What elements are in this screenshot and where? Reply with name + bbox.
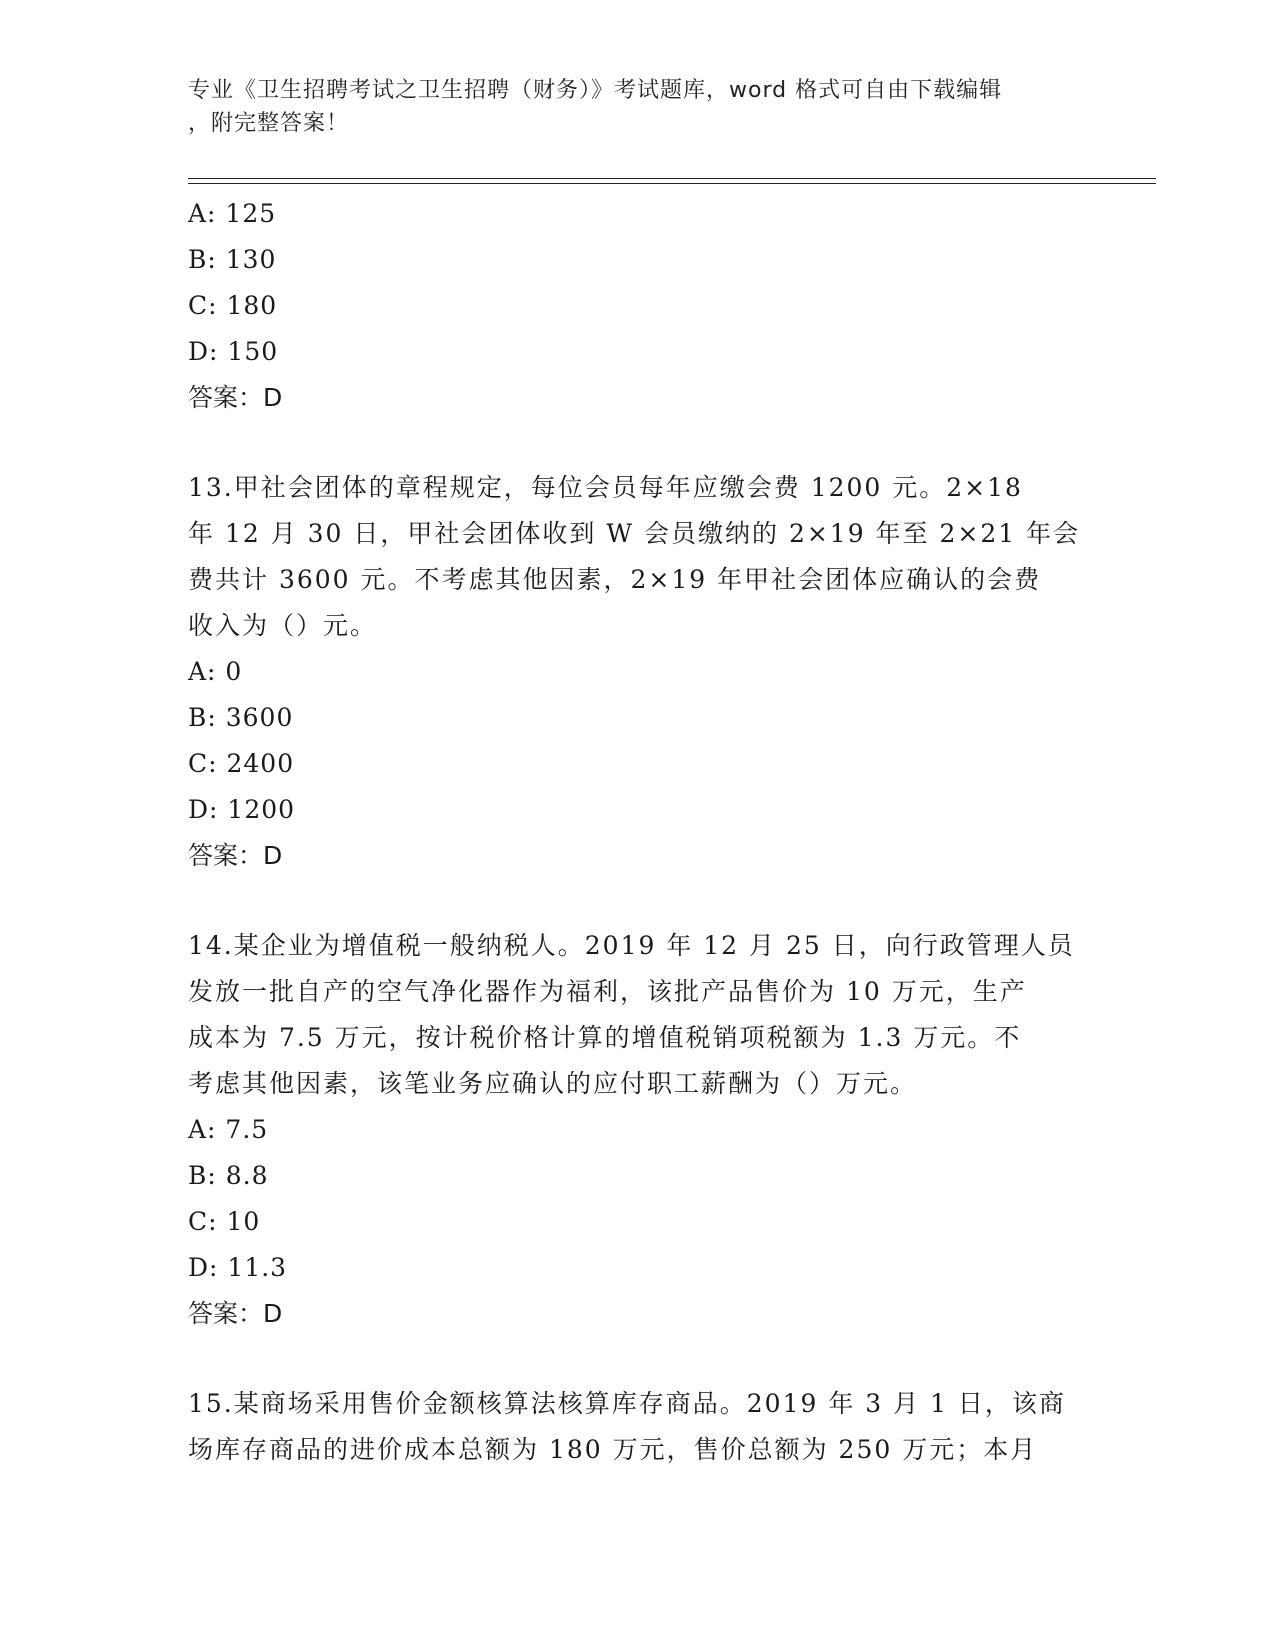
document-header — [188, 74, 1068, 140]
option-d: D: 1200 — [188, 795, 296, 824]
question-line: 15.某商场采用售价金额核算法核算库存商品。2019 年 3 月 1 日，该商 — [188, 1389, 1066, 1418]
question-line: 13.甲社会团体的章程规定，每位会员每年应缴会费 1200 元。2×18 — [188, 473, 1023, 502]
question-line: 场库存商品的进价成本总额为 180 万元，售价总额为 250 万元；本月 — [188, 1435, 1038, 1464]
option-d: D: 150 — [188, 337, 279, 366]
option-c: C: 180 — [188, 291, 278, 320]
question-line: 14.某企业为增值税一般纳税人。2019 年 12 月 25 日，向行政管理人员 — [188, 931, 1075, 960]
answer-line: 答案：D — [188, 841, 283, 870]
question-text — [188, 465, 1088, 649]
question-text — [188, 1381, 1088, 1473]
option-b: B: 8.8 — [188, 1161, 269, 1190]
header-line-2: ，附完整答案！ — [188, 111, 350, 136]
answer-line: 答案：D — [188, 1299, 283, 1328]
header-divider-top — [188, 178, 1156, 179]
question-13-block — [188, 465, 1088, 879]
question-line: 发放一批自产的空气净化器作为福利，该批产品售价为 10 万元，生产 — [188, 977, 1027, 1006]
option-c: C: 10 — [188, 1207, 261, 1236]
question-line: 成本为 7.5 万元，按计税价格计算的增值税销项税额为 1.3 万元。不 — [188, 1023, 1022, 1052]
question-text — [188, 923, 1088, 1107]
option-b: B: 3600 — [188, 703, 294, 732]
option-a: A: 125 — [188, 199, 277, 228]
header-line-1: 专业《卫生招聘考试之卫生招聘（财务）》考试题库，word 格式可自由下载编辑 — [188, 78, 1003, 103]
answer-line: 答案：D — [188, 383, 283, 412]
question-14-block — [188, 923, 1088, 1337]
option-a: A: 7.5 — [188, 1115, 269, 1144]
question-line: 年 12 月 30 日，甲社会团体收到 W 会员缴纳的 2×19 年至 2×21 年会 — [188, 519, 1081, 548]
question-12-block — [188, 191, 1088, 421]
option-d: D: 11.3 — [188, 1253, 288, 1282]
question-line: 考虑其他因素，该笔业务应确认的应付职工薪酬为（）万元。 — [188, 1069, 918, 1098]
document-body — [188, 191, 1088, 1473]
option-a: A: 0 — [188, 657, 243, 686]
option-b: B: 130 — [188, 245, 277, 274]
header-divider-bottom — [188, 183, 1156, 184]
option-c: C: 2400 — [188, 749, 295, 778]
question-15-block — [188, 1381, 1088, 1473]
question-line: 收入为（）元。 — [188, 611, 378, 640]
question-line: 费共计 3600 元。不考虑其他因素，2×19 年甲社会团体应确认的会费 — [188, 565, 1042, 594]
